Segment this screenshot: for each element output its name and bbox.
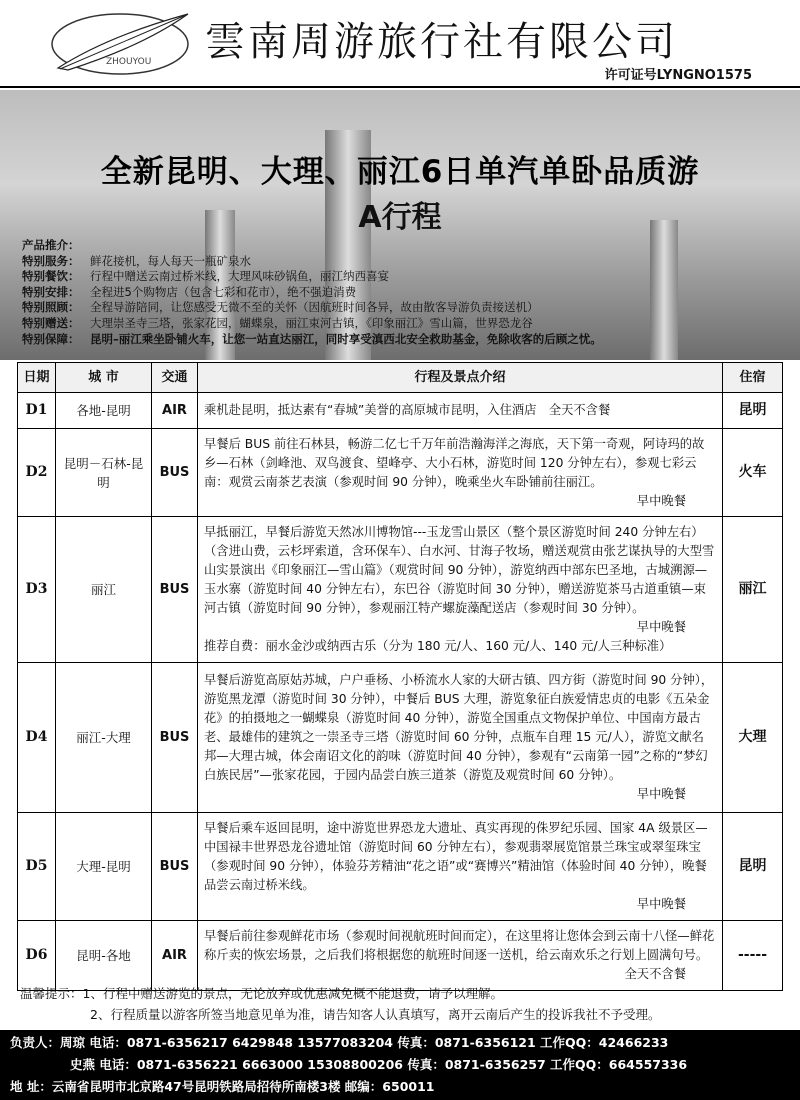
intro-line — [22, 332, 782, 348]
company-name: 雲南周游旅行社有限公司 — [205, 19, 678, 65]
license-number: 许可证号LYNGNO1575 — [604, 68, 752, 83]
header-itinerary: 行程及景点介绍 — [198, 363, 723, 393]
optional-expense: 推荐自费：丽水金沙或纳西古乐（分为 180 元/人、160 元/人、140 元/人三种标准） — [204, 639, 672, 653]
desc-text: 早餐后游览高原姑苏城，户户垂杨、小桥流水人家的大研古镇、四方街（游览时间 90 分钟），游览黑龙潭（游览时间 30 分钟），中餐后 BUS 大理，游览象征白族爱情忠贞的电影《五朵金花》的拍摄地之一蝴蝶泉（游览时间 40 分钟），游览全国重点文物保护单位、中国南方最古老、最雄伟的建筑之一崇圣寺三塔（游览时间 60 分钟，点瓶车自理 15 元/人），游览文献名邦—大理古城，体会南诏文化的韵味（游览时间 40 分钟），参观有“云南第一园”之称的“梦幻白族民居”—张家花园，于园内品尝白族三道茶（游览及观赏时间 60 分钟）。 — [204, 673, 714, 782]
city-cell: 各地-昆明 — [56, 393, 152, 429]
day-cell: D2 — [18, 429, 56, 517]
meal-text: 早中晚餐 — [636, 493, 686, 508]
intro-line — [22, 316, 782, 332]
header-city: 城 市 — [56, 363, 152, 393]
meal-text: 早中晚餐 — [636, 897, 686, 911]
itinerary-table — [17, 362, 783, 991]
table-row — [18, 663, 783, 813]
desc-cell — [198, 429, 723, 517]
reminder-notes — [20, 983, 660, 1025]
desc-cell — [198, 813, 723, 921]
intro-key: 特别保障： — [22, 331, 80, 346]
table-row — [18, 813, 783, 921]
table-row — [18, 429, 783, 517]
transport-cell: BUS — [152, 663, 198, 813]
desc-text: 早餐后前往参观鲜花市场（参观时间视航班时间而定），在这里将让您体会到云南十八怪—鲜花称斤卖的恢宏场景，之后我们将根据您的航班时间逐一送机，给云南欢乐之行划上圆满句号。 — [204, 929, 715, 962]
intro-key: 特别照顾： — [22, 300, 80, 315]
intro-key: 特别餐饮： — [22, 269, 80, 284]
header-transport: 交通 — [152, 363, 198, 393]
intro-line — [22, 300, 782, 316]
day-cell: D5 — [18, 813, 56, 921]
desc-cell — [198, 663, 723, 813]
city-cell: 丽江 — [56, 517, 152, 663]
intro-key: 产品推介： — [22, 238, 80, 252]
note-line: 温馨提示：1、行程中赠送游览的景点，无论放弃或优惠减免概不能退费，请予以理解。 — [20, 986, 503, 1001]
stay-cell: 昆明 — [723, 813, 783, 921]
transport-cell: BUS — [152, 429, 198, 517]
desc-text: 早餐后 BUS 前往石林县，畅游二亿七千万年前浩瀚海洋之海底，天下第一奇观，阿诗玛的故乡—石林（剑峰池、双鸟渡食、望峰亭、大小石林，游览时间 120 分钟左右），参观七彩云南：观赏云南茶艺表演（参观时间 90 分钟），晚乘坐火车卧铺前往丽江。 — [204, 436, 705, 489]
intro-line — [22, 254, 782, 270]
table-header-row — [18, 363, 783, 393]
meal-text: 早中晚餐 — [636, 620, 686, 634]
table-row — [18, 921, 783, 991]
header — [0, 0, 800, 88]
meal-text: 全天不含餐 — [624, 967, 686, 981]
day-cell: D6 — [18, 921, 56, 991]
day-cell: D1 — [18, 393, 56, 429]
address-line: 地 址：云南省昆明市北京路47号昆明铁路局招待所南楼3楼 邮编：650011 — [10, 1079, 435, 1094]
intro-line — [22, 238, 782, 254]
feather-logo-icon — [48, 6, 193, 78]
desc-text: 乘机赴昆明，抵达素有“春城”美誉的高原城市昆明，入住酒店 — [204, 403, 537, 417]
note-line: 2、行程质量以游客所签当地意见单为准，请告知客人认真填写，离开云南后产生的投诉我社不予受理。 — [90, 1007, 661, 1022]
transport-cell: AIR — [152, 393, 198, 429]
intro-key: 特别赠送： — [22, 315, 80, 330]
meal-text: 全天不含餐 — [548, 403, 611, 417]
transport-cell: BUS — [152, 517, 198, 663]
intro-value: 行程中赠送云南过桥米线，大理风味砂锅鱼，丽江纳西喜宴 — [90, 269, 389, 284]
desc-cell — [198, 517, 723, 663]
meal-text: 早中晚餐 — [636, 787, 686, 801]
intro-line — [22, 269, 782, 285]
logo-text: ZHOUYOU — [106, 57, 152, 67]
day-cell: D3 — [18, 517, 56, 663]
transport-cell: BUS — [152, 813, 198, 921]
table-row — [18, 517, 783, 663]
intro-key: 特别服务： — [22, 253, 80, 268]
stay-cell: 大理 — [723, 663, 783, 813]
intro-key: 特别安排： — [22, 284, 80, 299]
intro-value: 全程导游陪同，让您感受无微不至的关怀（因航班时间各异，故由散客导游负责接送机） — [90, 300, 539, 315]
intro-value: 全程进5个购物店（包含七彩和花市），绝不强迫消费 — [90, 284, 357, 299]
stay-cell: 昆明 — [723, 393, 783, 429]
city-cell: 大理-昆明 — [56, 813, 152, 921]
table-row — [18, 393, 783, 429]
tour-title: 全新昆明、大理、丽江6日单汽单卧品质游 — [100, 154, 700, 190]
contact-line: 史燕 电话：0871-6356221 6663000 15308800206 传真：0871-6356257 工作QQ：664557336 — [70, 1057, 688, 1072]
contact-line: 负责人：周琼 电话：0871-6356217 6429848 13577083204 传真：0871-6356121 工作QQ：42466233 — [10, 1035, 669, 1050]
desc-cell — [198, 393, 723, 429]
intro-value: 大理崇圣寺三塔，张家花园，蝴蝶泉，丽江束河古镇，《印象丽江》雪山篇，世界恐龙谷 — [90, 315, 533, 330]
city-cell: 丽江-大理 — [56, 663, 152, 813]
desc-text: 早餐后乘车返回昆明，途中游览世界恐龙大遗址、真实再现的侏罗纪乐园、国家 4A 级景区—中国禄丰世界恐龙谷遗址馆（游览时间 60 分钟左右），参观翡翠展览馆景兰珠宝或翠玺珠宝（参观时间 90 分钟），体验芬芳精油“花之语”或“赛博兴”精油馆（体验时间 40 分钟），晚餐品尝云南过桥米线。 — [204, 821, 708, 892]
intro-value: 昆明–丽江乘坐卧铺火车，让您一站直达丽江，同时享受滇西北安全救助基金，免除收客的后顾之忧。 — [90, 331, 602, 346]
intro-line — [22, 285, 782, 301]
product-intro — [22, 238, 782, 347]
city-cell: 昆明-各地 — [56, 921, 152, 991]
day-cell: D4 — [18, 663, 56, 813]
stay-cell: ----- — [723, 921, 783, 991]
contact-footer — [0, 1030, 800, 1100]
intro-value: 鲜花接机，每人每天一瓶矿泉水 — [90, 253, 251, 268]
stay-cell: 丽江 — [723, 517, 783, 663]
desc-cell — [198, 921, 723, 991]
stay-cell: 火车 — [723, 429, 783, 517]
transport-cell: AIR — [152, 921, 198, 991]
city-cell: 昆明－石林-昆明 — [56, 429, 152, 517]
desc-text: 早抵丽江，早餐后游览天然冰川博物馆---玉龙雪山景区（整个景区游览时间 240 分钟左右）（含进山费，云杉坪索道，含环保车）、白水河、甘海子牧场，赠送观赏由张艺谋执导的大型雪山实景演出《印象丽江—雪山篇》（观赏时间 90 分钟），游览纳西中部东巴圣地，古城溯源—玉水寨（游览时间 40 分钟左右），东巴谷（游览时间 30 分钟），赠送游览茶马古道重镇—束河古镇（游览时间 90 分钟），参观丽江特产螺旋藻配送店（参观时间 30 分钟）。 — [204, 525, 715, 615]
tour-subtitle: A行程 — [358, 200, 442, 235]
header-lodging: 住宿 — [723, 363, 783, 393]
header-date: 日期 — [18, 363, 56, 393]
